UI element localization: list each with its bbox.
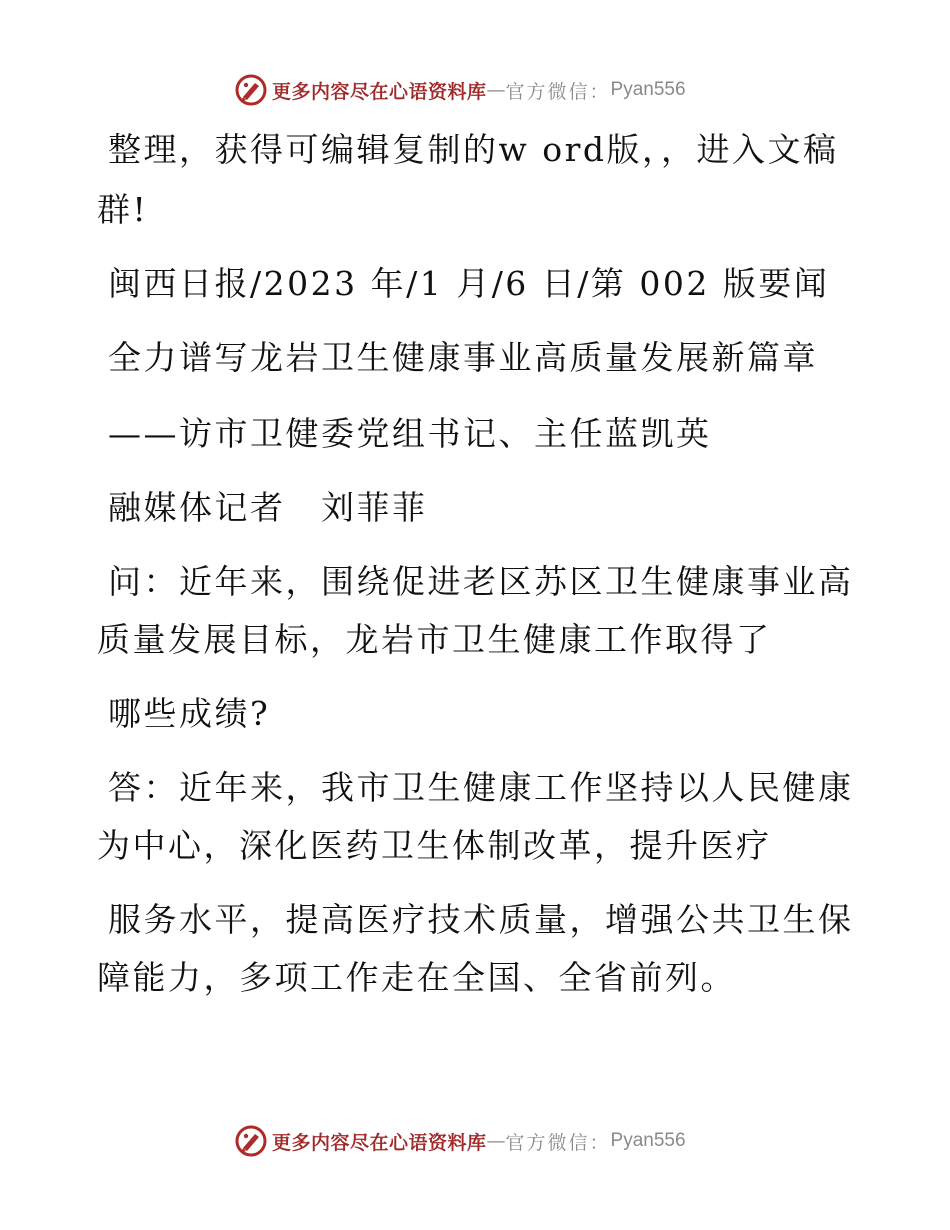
text-line: 服务水平，提高医疗技术质量，增强公共卫生保 <box>108 900 854 939</box>
watermark-main-text: 更多内容尽在心语资料库 <box>272 1131 487 1154</box>
article-subtitle: ——访市卫健委党组书记、主任蓝凯英 <box>108 414 712 453</box>
text-line: 闽西日报/2023 年/1 月/6 日/第 002 版要闻 <box>108 264 830 303</box>
pen-logo-icon <box>234 73 268 107</box>
text-line: 答：近年来，我市卫生健康工作坚持以人民健康 <box>108 768 854 807</box>
article-byline: 融媒体记者 刘菲菲 <box>108 488 428 527</box>
watermark-main-text: 更多内容尽在心语资料库 <box>272 80 487 103</box>
header-watermark <box>234 72 686 108</box>
text-line: 群! <box>97 190 149 229</box>
text-line: 为中心，深化医药卫生体制改革，提升医疗 <box>97 826 772 865</box>
watermark-dash: — <box>486 1130 506 1152</box>
text-line: 问：近年来，围绕促进老区苏区卫生健康事业高 <box>108 562 854 601</box>
footer-watermark <box>234 1123 686 1159</box>
watermark-wechat-id: Pyan556 <box>610 79 686 100</box>
text-line: 整理，获得可编辑复制的w ord版，，进入文稿 <box>108 130 839 169</box>
text-line: 障能力，多项工作走在全国、全省前列。 <box>97 958 736 997</box>
article-title: 全力谱写龙岩卫生健康事业高质量发展新篇章 <box>108 338 818 377</box>
text-line: 质量发展目标，龙岩市卫生健康工作取得了 <box>97 620 772 659</box>
pen-logo-icon <box>234 1124 268 1158</box>
watermark-dash: — <box>486 79 506 101</box>
watermark-sub-text: 官方微信： <box>505 1131 611 1154</box>
watermark-sub-text: 官方微信： <box>505 80 611 103</box>
watermark-wechat-id: Pyan556 <box>610 1130 686 1151</box>
text-line: 哪些成绩? <box>108 694 271 733</box>
